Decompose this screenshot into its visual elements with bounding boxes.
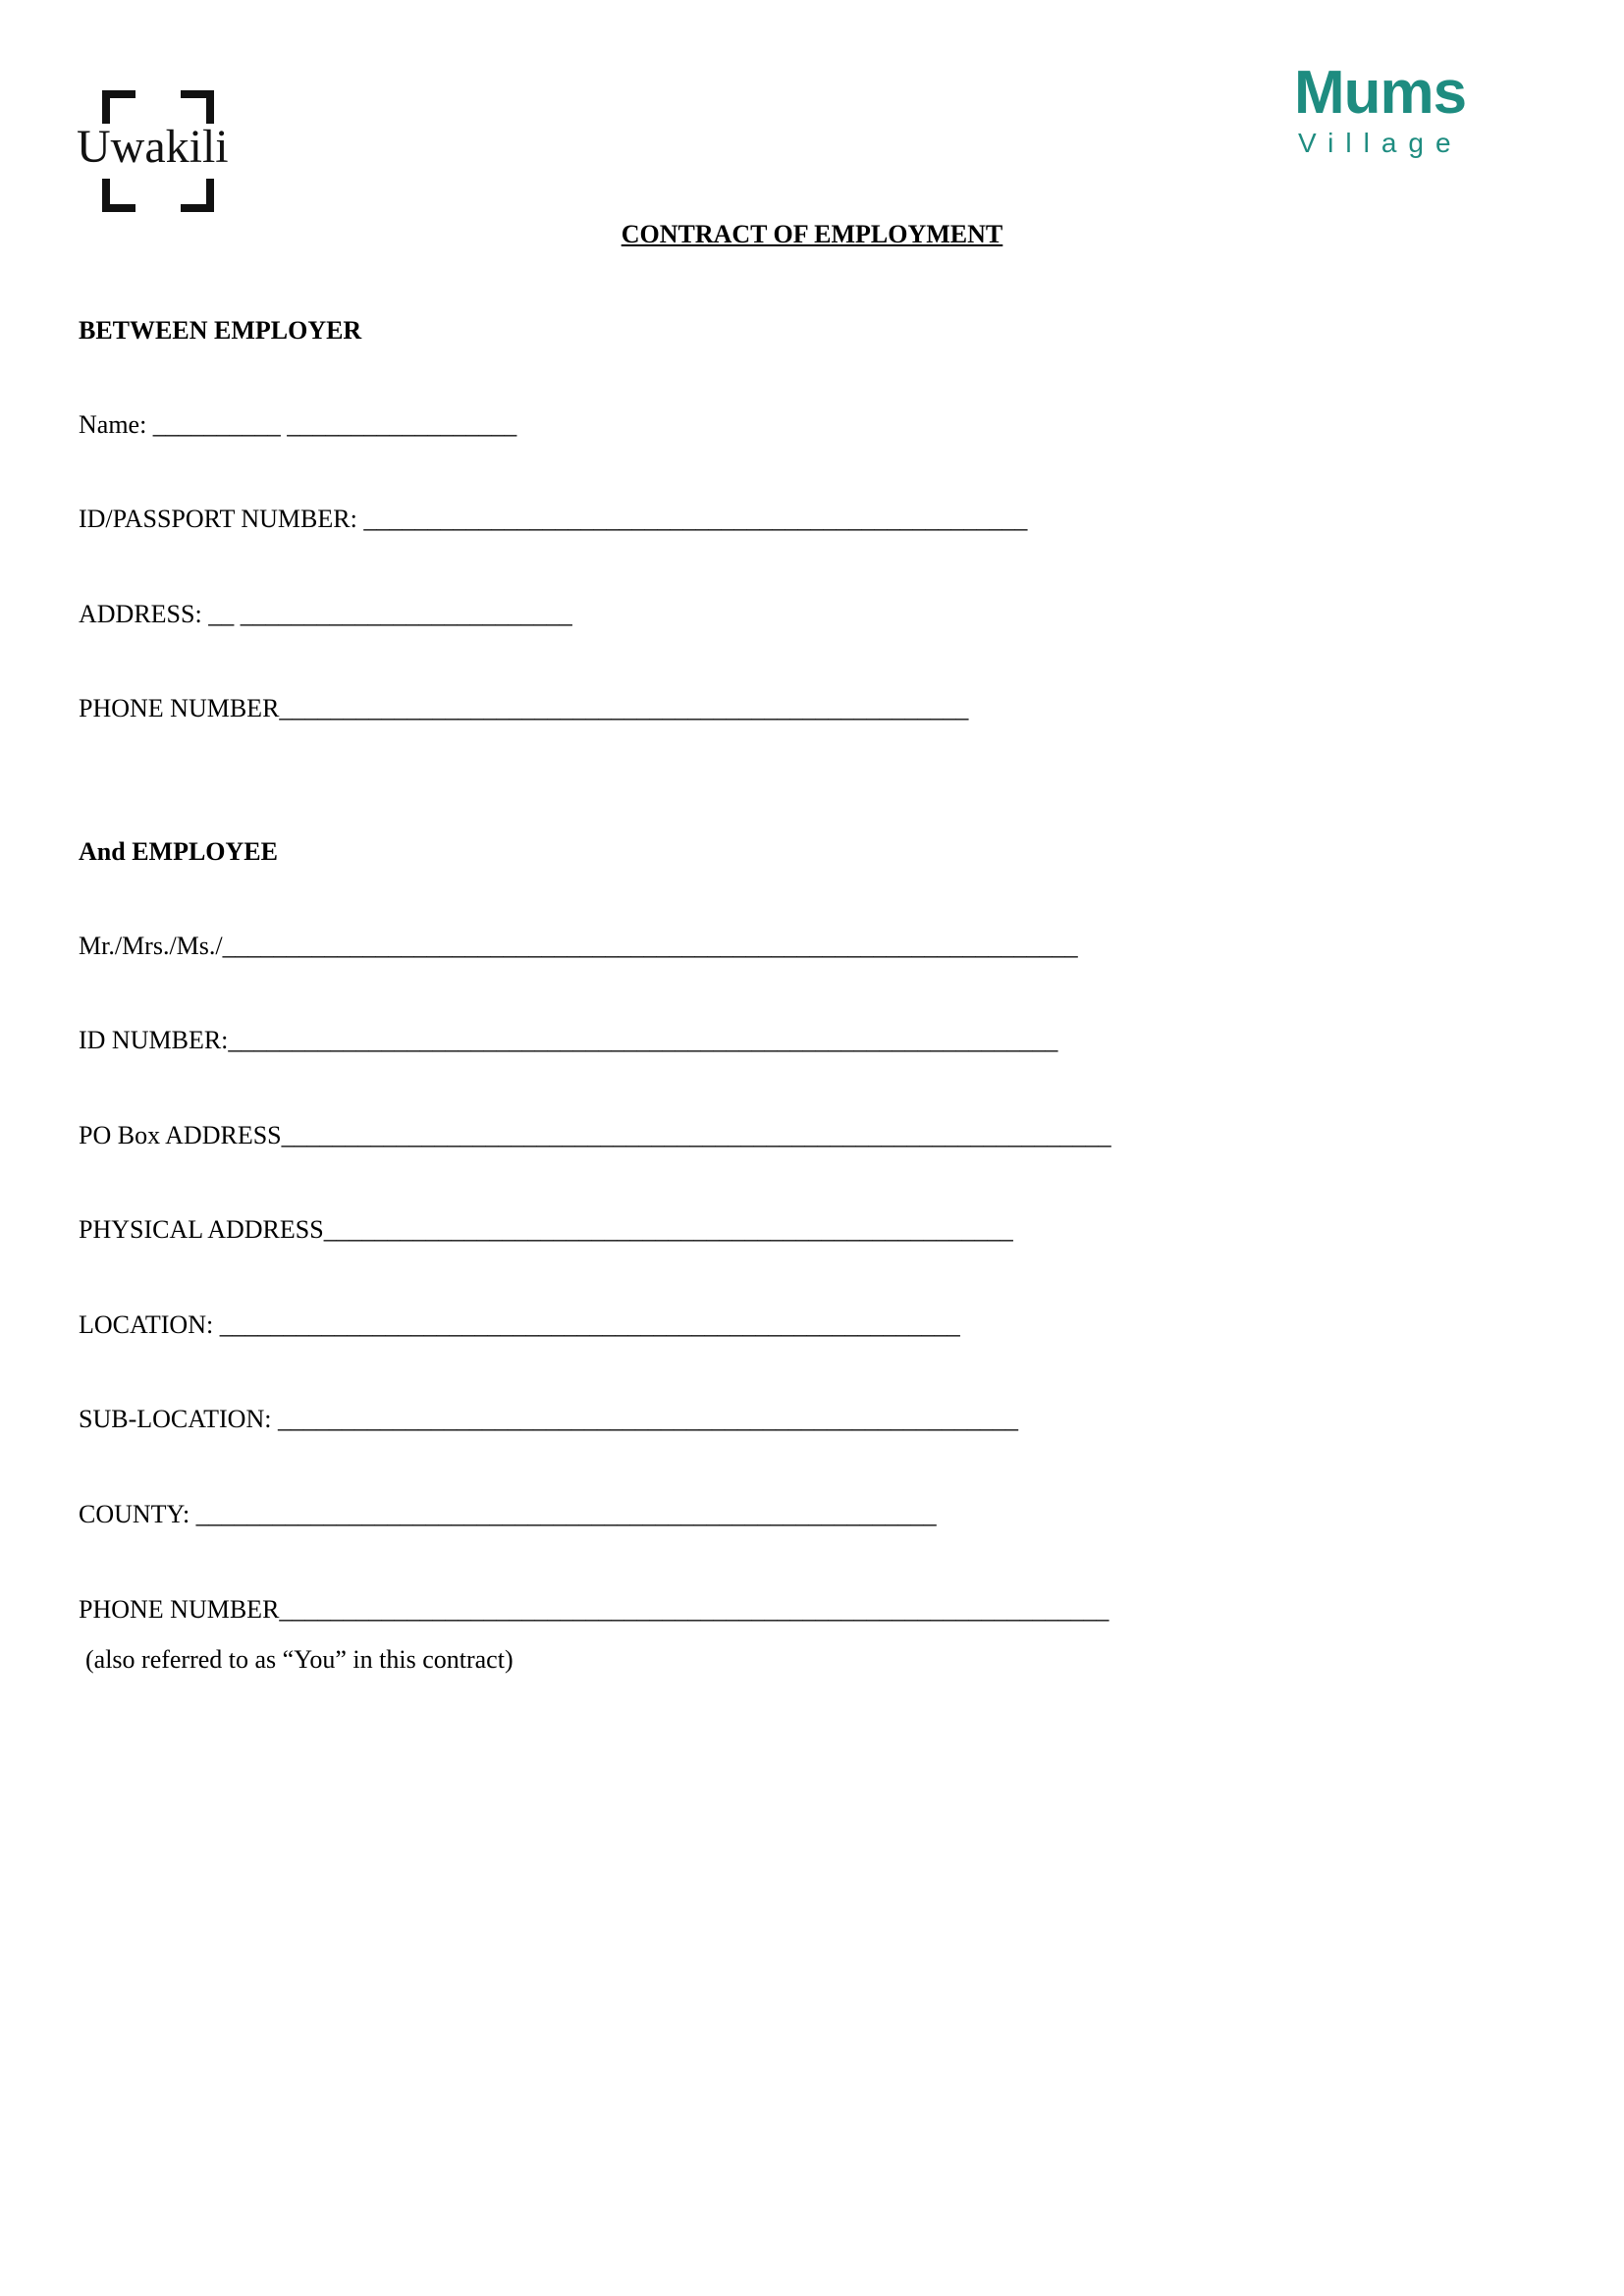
employee-heading: And EMPLOYEE [79, 837, 278, 866]
mums-logo-text: Mums [1294, 59, 1467, 127]
employee-county-field: COUNTY: __________________________________________________________ [79, 1500, 937, 1528]
employer-name-field: Name: __________ __________________ [79, 410, 517, 439]
logo-corner-bottom-right [181, 179, 214, 212]
employer-address-field: ADDRESS: __ __________________________ [79, 600, 572, 628]
employee-po-box-field: PO Box ADDRESS_________________________________________________________________ [79, 1121, 1111, 1149]
logo-corner-bottom-left [102, 179, 135, 212]
logo-corner-top-left [102, 90, 135, 124]
employee-title-name-field: Mr./Mrs./Ms./___________________________________________________________________ [79, 932, 1078, 960]
logo-corner-top-right [181, 90, 214, 124]
employee-physical-address-field: PHYSICAL ADDRESS______________________________________________________ [79, 1215, 1013, 1244]
employer-phone-field: PHONE NUMBER______________________________________________________ [79, 694, 969, 722]
uwakili-logo [77, 90, 234, 204]
employee-phone-field: PHONE NUMBER_________________________________________________________________ [79, 1595, 1110, 1624]
document-title-text: CONTRACT OF EMPLOYMENT [621, 220, 1003, 248]
mums-village-logo [1294, 59, 1477, 163]
employee-reference-note: (also referred to as “You” in this contract) [85, 1645, 514, 1674]
employee-sub-location-field: SUB-LOCATION: __________________________________________________________ [79, 1405, 1018, 1433]
document-title [0, 218, 1624, 251]
employee-id-number-field: ID NUMBER:_________________________________________________________________ [79, 1026, 1058, 1054]
employee-location-field: LOCATION: __________________________________________________________ [79, 1310, 960, 1339]
employer-heading: BETWEEN EMPLOYER [79, 316, 362, 345]
uwakili-logo-text: Uwakili [77, 121, 229, 173]
employer-id-passport-field: ID/PASSPORT NUMBER: ____________________________________________________ [79, 505, 1028, 533]
village-logo-text: Village [1298, 128, 1463, 158]
